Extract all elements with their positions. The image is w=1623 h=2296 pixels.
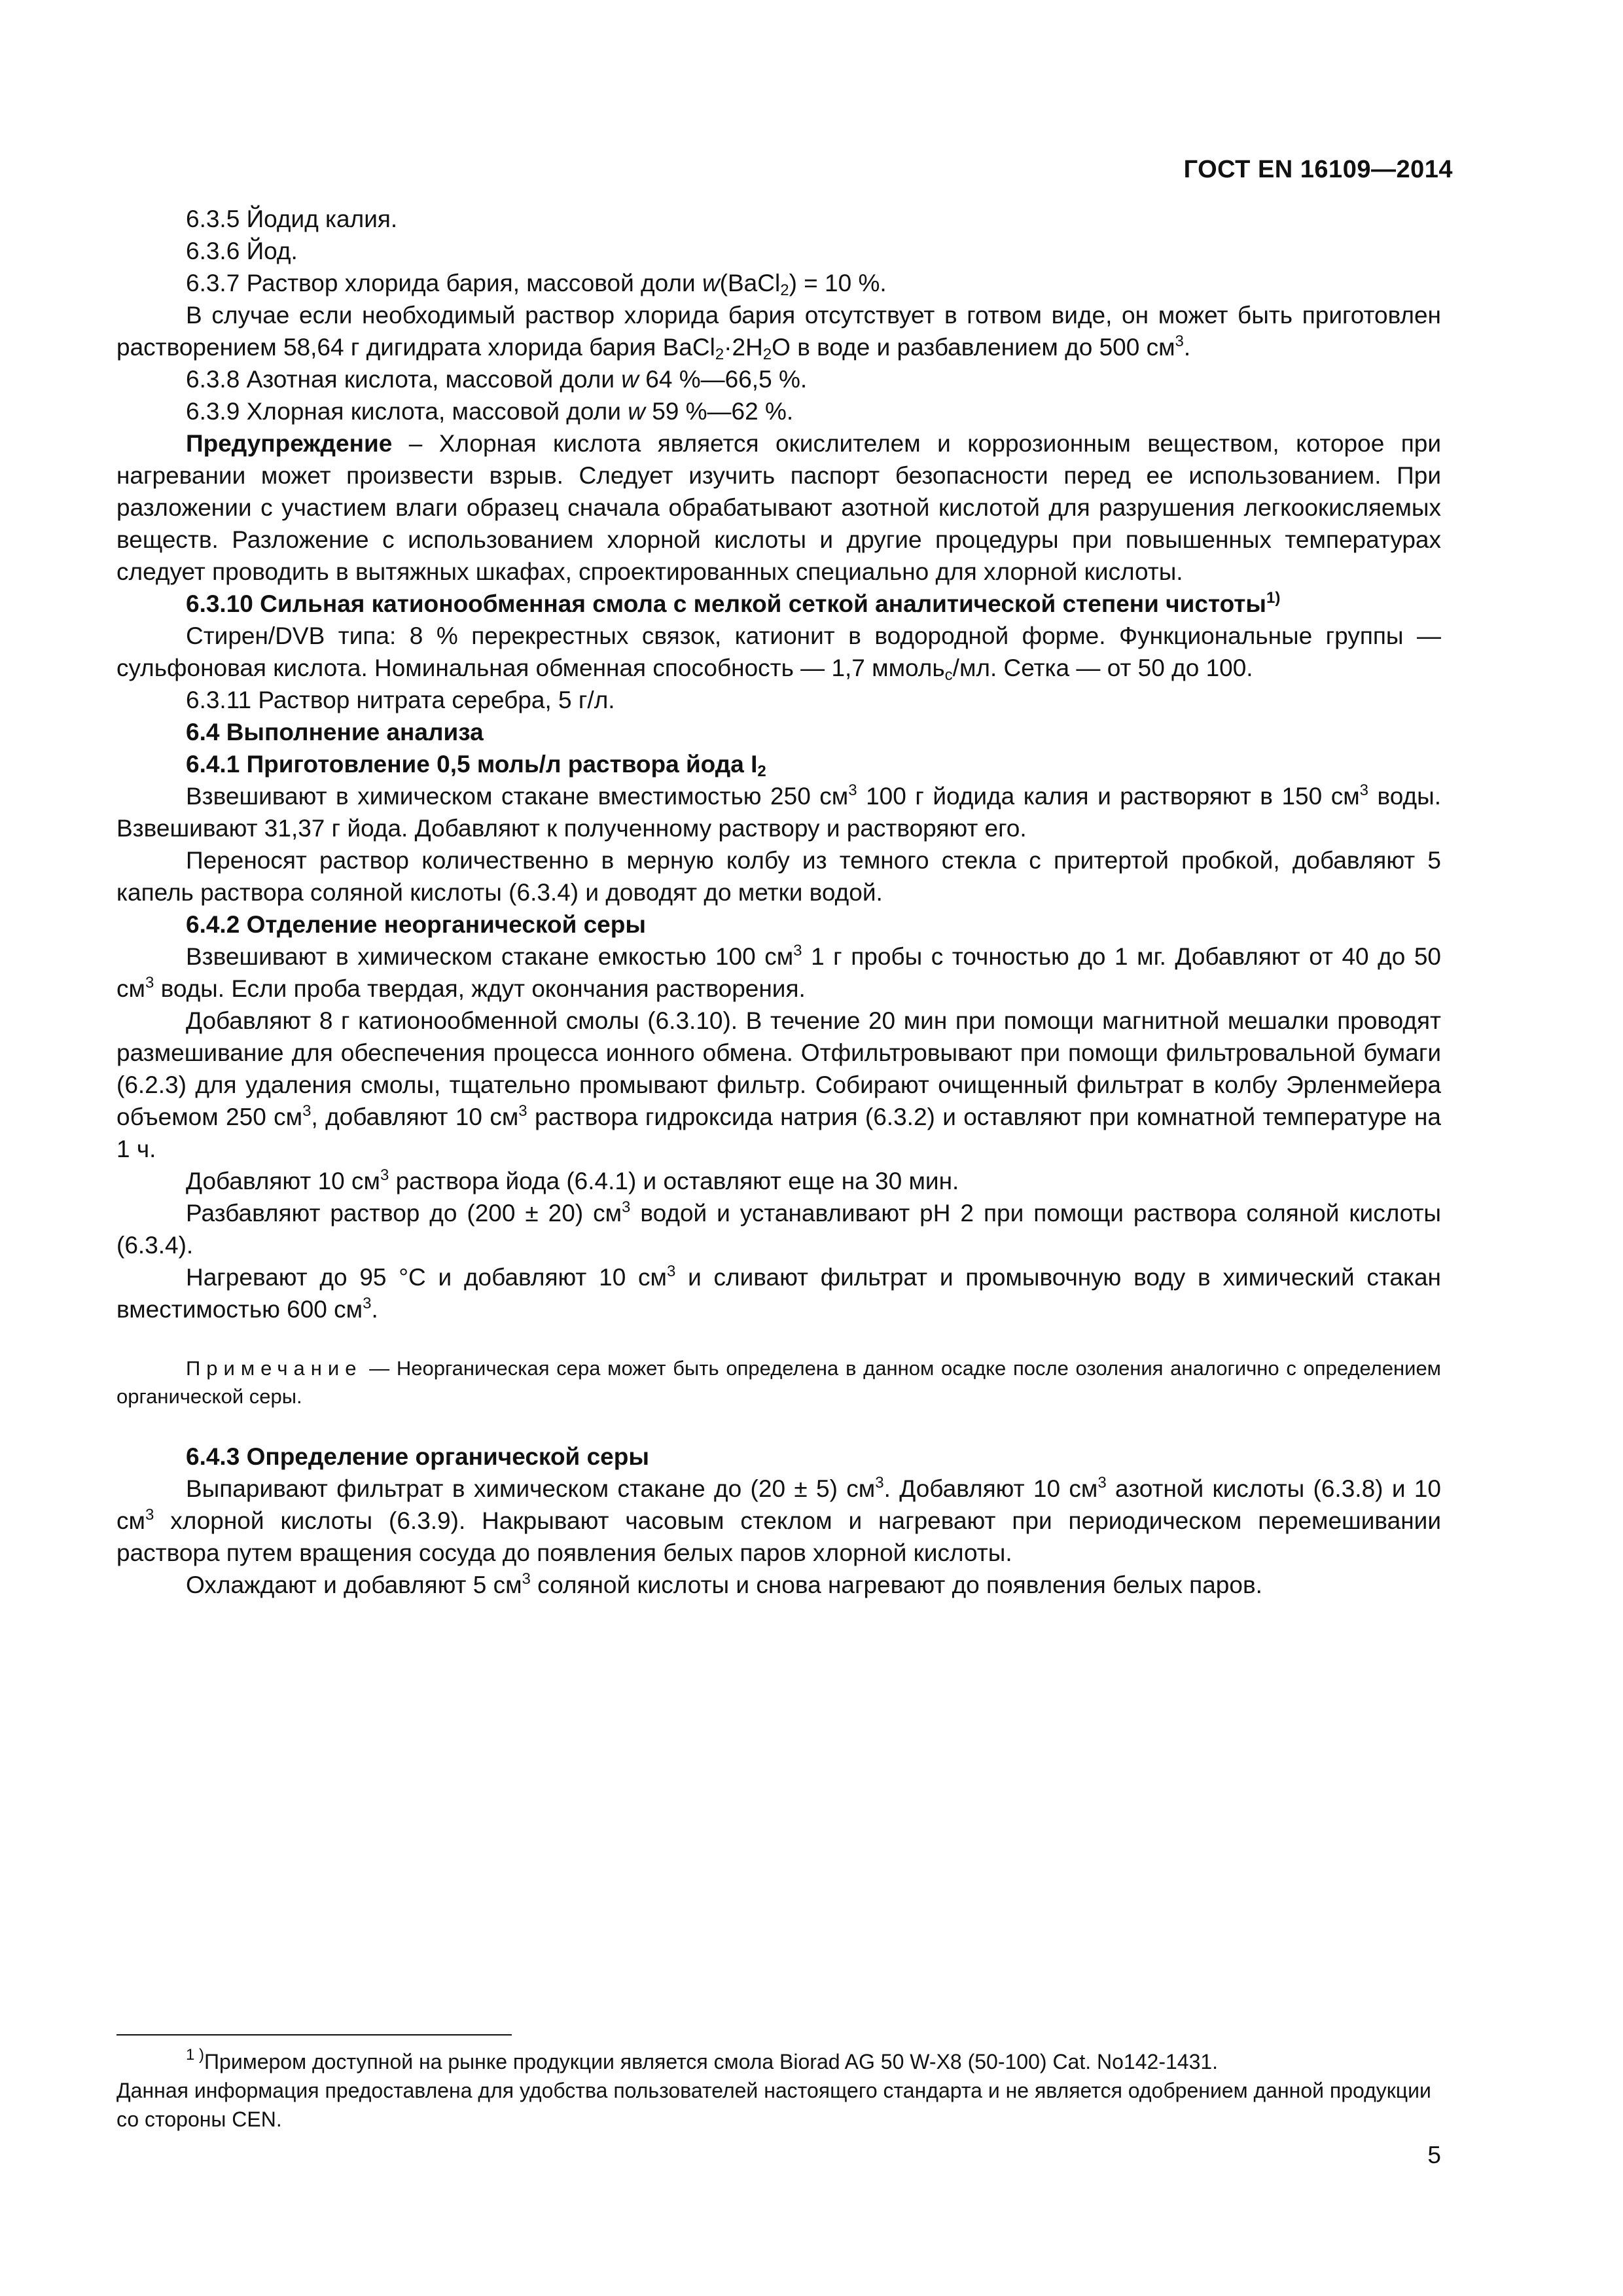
note-paragraph: Примечание — Неорганическая сера может быть определена в данном осадке после озоления аналогично с определением органической серы. — [116, 1357, 1441, 1408]
heading-6-4: 6.4 Выполнение анализа — [186, 719, 484, 745]
inorganic-step-4: Разбавляют раствор до (200 ± 20) $см^3$ водой и устанавливают pH 2 при помощи раствора соляной кислоты (6.3.4). — [116, 1198, 1442, 1259]
item-6-3-7: 6.3.7 Раствор хлорида бария, массовой доли w(BaCl$_2$) = 10 %. — [186, 270, 887, 299]
item-6-3-5: 6.3.5 Йодид калия. — [186, 206, 398, 232]
inorganic-step-1: Взвешивают в химическом стакане емкостью 100 $см^3$ 1 г пробы с точностью до 1 мг. Добавляют от 40 до 50 $см^3$ воды. Если проба твердая, ждут окончания растворения. — [116, 942, 1441, 1002]
main-content — [116, 203, 1441, 1601]
iodine-prep-step-2: Переносят раствор количественно в мерную колбу из темного стекла с притертой пробкой, добавляют 5 капель раствора соляной кислоты (6.3.4) и доводят до метки водой. — [116, 847, 1441, 906]
document-header: ГОСТ EN 16109—2014 — [1183, 156, 1453, 183]
organic-step-1: Выпаривают фильтрат в химическом стакане до (20 ± 5) $см^3$. Добавляют 10 $см^3$ азотной кислоты (6.3.8) и 10 $см^3$ хлорной кислоты (6.3.9). Накрывают часовым стеклом и нагревают при периодическом перемешивании раствора путем вращения сосуда до появления белых паров хлорной кислоты. — [116, 1474, 1442, 1566]
page-number: 5 — [1427, 2142, 1441, 2168]
heading-6-4-1: 6.4.1 Приготовление 0,5 моль/л раствора йода $I_2$ — [186, 751, 766, 780]
item-6-3-9: 6.3.9 Хлорная кислота, массовой доли w 59 %—62 %. — [186, 398, 794, 425]
warning-paragraph: Предупреждение – Хлорная кислота является окислителем и коррозионным веществом, которое при нагревании может произвести взрыв. Следует изучить паспорт безопасности перед ее использованием. При разложении с участием влаги образец сначала обрабатывают азотной кислотой для разрушения легкоокисляемых веществ. Разложение с использованием хлорной кислоты и другие процедуры при повышенных температурах следует проводить в вытяжных шкафах, спроектированных специально для хлорной кислоты. — [116, 430, 1441, 585]
footnote-divider — [116, 2034, 512, 2036]
item-6-3-8: 6.3.8 Азотная кислота, массовой доли w 64 %—66,5 %. — [186, 366, 808, 393]
item-6-3-6: 6.3.6 Йод. — [186, 238, 298, 264]
item-6-3-11: 6.3.11 Раствор нитрата серебра, 5 г/л. — [186, 687, 615, 713]
heading-6-3-10: 6.3.10 Сильная катионообменная смола с мелкой сеткой аналитической степени чистоты$^{1)}$ — [186, 589, 1281, 617]
barium-chloride-note: В случае если необходимый раствор хлорида бария отсутствует в готвом виде, он может быть приготовлен растворением 58,64 г дигидрата хлорида бария $BaCl_2\cdot 2H_2O$ в воде и разбавлением до 500 $см^3$. — [116, 302, 1441, 363]
inorganic-step-2: Добавляют 8 г катионообменной смолы (6.3.10). В течение 20 мин при помощи магнитной мешалки проводят размешивание для обеспечения процесса ионного обмена. Отфильтровывают при помощи фильтровальной бумаги (6.2.3) для удаления смолы, тщательно промывают фильтр. Собирают очищенный фильтрат в колбу Эрленмейера объемом 250 $см^3$, добавляют 10 $см^3$ раствора гидроксида натрия (6.3.2) и оставляют при комнатной температуре на 1 ч. — [116, 1007, 1441, 1162]
heading-6-4-2: 6.4.2 Отделение неорганической серы — [186, 911, 646, 938]
organic-step-2: Охлаждают и добавляют 5 $см^3$ соляной кислоты и снова нагревают до появления белых паров. — [186, 1570, 1262, 1598]
footnote — [116, 2047, 1441, 2134]
inorganic-step-5: Нагревают до 95 °С и добавляют 10 $см^3$ и сливают фильтрат и промывочную воду в химический стакан вместимостью 600 $см^3$. — [116, 1263, 1441, 1323]
footnote-line-1: $^{1 )}$Примером доступной на рынке продукции является смола Biorad AG 50 W-X8 (50-100) Cat. No142-1431. — [186, 2046, 1219, 2073]
inorganic-step-3: Добавляют 10 $см^3$ раствора йода (6.4.1) и оставляют еще на 30 мин. — [186, 1166, 959, 1194]
heading-6-4-3: 6.4.3 Определение органической серы — [186, 1443, 649, 1470]
footnote-line-2: Данная информация предоставлена для удобства пользователей настоящего стандарта и не является одобрением данной продукции со стороны CEN. — [116, 2079, 1431, 2131]
resin-description: Стирен/DVB типа: 8 % перекрестных связок, катионит в водородной форме. Функциональные группы — сульфоновая кислота. Номинальная обменная способность — 1,7 ммоль$_c$/мл. Сетка — от 50 до 100. — [116, 622, 1441, 684]
iodine-prep-step-1: Взвешивают в химическом стакане вместимостью 250 $см^3$ 100 г йодида калия и растворяют в 150 $см^3$ воды. Взвешивают 31,37 г йода. Добавляют к полученному раствору и растворяют его. — [116, 781, 1441, 842]
